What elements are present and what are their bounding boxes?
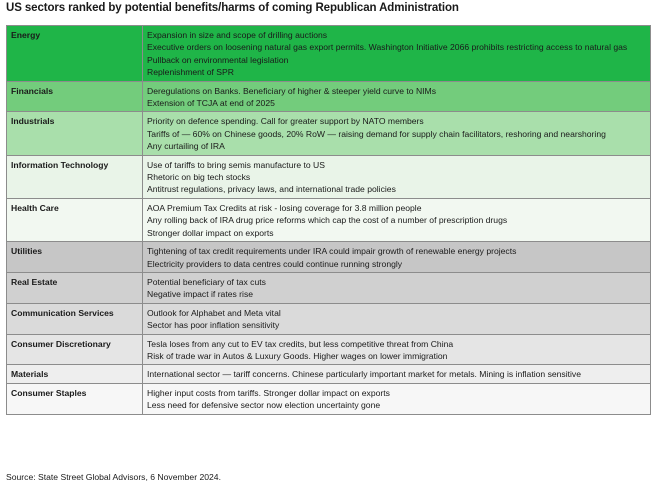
table-row xyxy=(7,334,651,365)
impact-line: Priority on defence spending. Call for greater support by NATO members xyxy=(147,116,424,127)
sector-name: Industrials xyxy=(7,112,143,155)
impact-line: Tightening of tax credit requirements under IRA could impair growth of renewable energy projects xyxy=(147,246,517,257)
table-row xyxy=(7,81,651,112)
sector-name: Information Technology xyxy=(7,155,143,198)
impact-line: Extension of TCJA at end of 2025 xyxy=(147,98,275,109)
sector-impacts xyxy=(143,155,651,198)
table-row xyxy=(7,112,651,155)
sectors-table-body xyxy=(7,26,651,415)
impact-line: Pullback on environmental legislation xyxy=(147,54,289,65)
impact-line: Use of tariffs to bring semis manufacture to US xyxy=(147,159,325,170)
impact-line: Less need for defensive sector now election uncertainty gone xyxy=(147,400,381,411)
table-row xyxy=(7,155,651,198)
table-title: US sectors ranked by potential benefits/harms of coming Republican Administration xyxy=(6,2,459,14)
sector-name: Utilities xyxy=(7,242,143,273)
impact-line: Rhetoric on big tech stocks xyxy=(147,172,251,183)
table-row xyxy=(7,26,651,82)
impact-line: Tariffs of — 60% on Chinese goods, 20% RoW — raising demand for supply chain facilitators, reshoring and nearshoring xyxy=(147,128,606,139)
table-row xyxy=(7,303,651,334)
table-row xyxy=(7,383,651,414)
sector-name: Consumer Staples xyxy=(7,383,143,414)
sector-name: Financials xyxy=(7,81,143,112)
sector-impacts xyxy=(143,365,651,383)
sector-name: Materials xyxy=(7,365,143,383)
sector-name: Real Estate xyxy=(7,272,143,303)
impact-line: Deregulations on Banks. Beneficiary of higher & steeper yield curve to NIMs xyxy=(147,85,436,96)
source-note: Source: State Street Global Advisors, 6 November 2024. xyxy=(6,472,221,482)
sector-name: Communication Services xyxy=(7,303,143,334)
impact-line: Executive orders on loosening natural gas export permits. Washington Initiative 2066 prohibits restricting access to natural gas xyxy=(147,42,628,53)
sector-impacts xyxy=(143,334,651,365)
sector-name: Health Care xyxy=(7,198,143,241)
sector-impacts xyxy=(143,242,651,273)
sector-name: Energy xyxy=(7,26,143,82)
table-row xyxy=(7,198,651,241)
sector-impacts xyxy=(143,272,651,303)
impact-line: Tesla loses from any cut to EV tax credits, but less competitive threat from China xyxy=(147,338,454,349)
impact-line: AOA Premium Tax Credits at risk - losing coverage for 3.8 million people xyxy=(147,202,422,213)
sectors-table xyxy=(6,25,651,415)
impact-line: Replenishment of SPR xyxy=(147,67,234,78)
impact-line: Sector has poor inflation sensitivity xyxy=(147,320,280,331)
impact-line: Antitrust regulations, privacy laws, and international trade policies xyxy=(147,184,396,195)
sector-impacts xyxy=(143,26,651,82)
sector-impacts xyxy=(143,303,651,334)
sector-impacts xyxy=(143,112,651,155)
sector-name: Consumer Discretionary xyxy=(7,334,143,365)
table-row xyxy=(7,365,651,383)
impact-line: Outlook for Alphabet and Meta vital xyxy=(147,307,281,318)
impact-line: Negative impact if rates rise xyxy=(147,289,254,300)
impact-line: Any rolling back of IRA drug price reforms which cap the cost of a number of prescription drugs xyxy=(147,215,508,226)
impact-line: Higher input costs from tariffs. Stronger dollar impact on exports xyxy=(147,387,390,398)
table-row xyxy=(7,242,651,273)
impact-line: Any curtailing of IRA xyxy=(147,141,225,152)
impact-line: International sector — tariff concerns. Chinese particularly important market for metals. Mining is inflation sensitive xyxy=(147,369,582,380)
impact-line: Stronger dollar impact on exports xyxy=(147,227,274,238)
table-row xyxy=(7,272,651,303)
sector-impacts xyxy=(143,81,651,112)
sector-impacts xyxy=(143,198,651,241)
sector-impacts xyxy=(143,383,651,414)
impact-line: Expansion in size and scope of drilling auctions xyxy=(147,30,328,40)
impact-line: Risk of trade war in Autos & Luxury Goods. Higher wages on lower immigration xyxy=(147,350,448,361)
impact-line: Potential beneficiary of tax cuts xyxy=(147,276,266,287)
impact-line: Electricity providers to data centres could continue running strongly xyxy=(147,258,403,269)
